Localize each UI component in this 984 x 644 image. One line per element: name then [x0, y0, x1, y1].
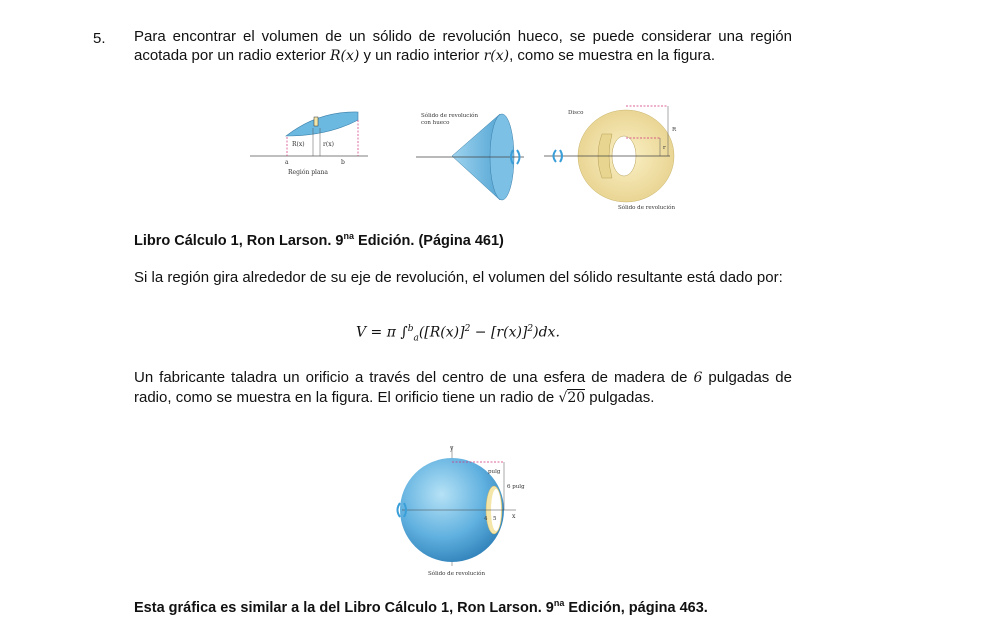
- y-axis-label: y: [450, 445, 454, 452]
- hollow-solid-label-1: Sólido de revolución: [421, 113, 478, 119]
- disk-label: Disco: [568, 110, 584, 116]
- b-label: b: [341, 159, 345, 166]
- pulg-label: pulg: [488, 469, 501, 475]
- volume-formula: V = π $\int^b_a([R(x)]^2 - [r(x)]^2)dx$.: [356, 324, 560, 344]
- r-x-label: r(x): [323, 141, 334, 148]
- six-pulg-label: 6 pulg: [507, 484, 525, 490]
- r-side-label: r: [663, 145, 666, 151]
- R-x-label: R(x): [292, 141, 305, 148]
- caption-page-463: Esta gráfica es similar a la del Libro Cálculo 1, Ron Larson. $9^{na}$ Edición, página 463.: [134, 598, 708, 616]
- a-label: a: [285, 159, 289, 166]
- disk-solid-label: Sólido de revolución: [618, 205, 675, 211]
- caption-page-461: Libro Cálculo 1, Ron Larson. $9^{na}$ Edición. (Página 461): [134, 231, 504, 249]
- volume-paragraph: Si la región gira alrededor de su eje de revolución, el volumen del sólido resultante está dado por:: [134, 269, 783, 286]
- hollow-solid-label-2: con hueco: [421, 120, 450, 126]
- intro-paragraph: Para encontrar el volumen de un sólido de revolución hueco, se puede considerar una región acotada por un radio exterior R(x) y un radio interior r(x), como se muestra en la figura.: [134, 28, 792, 64]
- outer-radius-symbol: R(x): [329, 48, 360, 64]
- plane-region-label: Región plana: [288, 169, 328, 176]
- drill-paragraph: Un fabricante taladra un orificio a través del centro de una esfera de madera de 6 pulgadas de radio, como se muestra en la figura. El orificio tiene un radio de √20 pulgadas.: [134, 369, 792, 406]
- R-side-label: R: [672, 127, 677, 133]
- inner-radius-symbol: r(x): [483, 48, 510, 64]
- hollow-solid-figure: [416, 106, 532, 206]
- x-axis-label: x: [512, 513, 516, 520]
- tick-5: 5: [493, 516, 497, 522]
- disk-solid-figure: [542, 104, 688, 212]
- problem-number: 5.: [93, 30, 106, 47]
- sqrt-20: √20: [558, 390, 586, 406]
- sphere-solid-label: Sólido de revolución: [428, 571, 485, 577]
- plane-region-figure: [248, 106, 372, 182]
- drilled-sphere-figure: [392, 440, 542, 580]
- tick-4: 4: [484, 516, 488, 522]
